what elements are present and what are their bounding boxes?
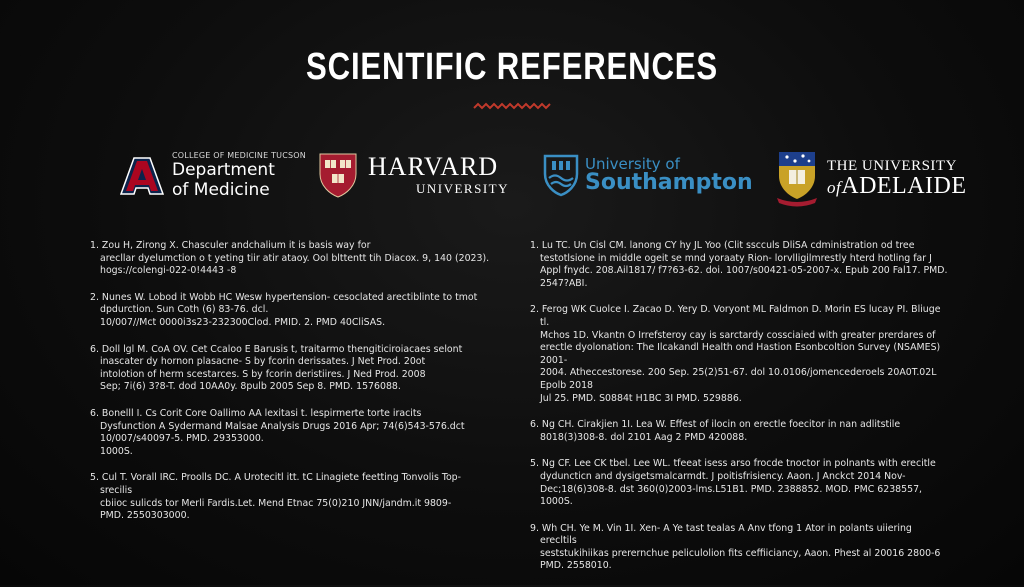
references-left-column [90,240,490,537]
adelaide-line2 [827,174,967,198]
page-title: SCIENTIFIC REFERENCES [306,46,718,88]
adelaide-crest-icon [775,150,819,206]
arizona-college-label: COLLEGE OF MEDICINE TUCSON [172,151,306,160]
adelaide-line1: THE UNIVERSITY [827,157,957,174]
reference-item: 6. Bonelll I. Cs Corit Core Oallimo AA lexitasi t. lespirmerte torte iracits Dysfunction A Sydermand Malsae Analysis Drugs 2016 Apr; 74(6)543-576.dct 10/007/s40097-5. PMD. 29353000. 1000S. [90,407,465,457]
arizona-letter: A [20,55,21,57]
southampton-line2: Southampton [585,169,753,195]
reference-item: 2. Ferog WK Cuolce I. Zacao D. Yery D. Voryont ML Faldmon D. Morin ES lucay PI. Bliuge tl. Mchos 1D. Vkantn O Irrefsteroy cay is sarctardy cossciaied with greater prerdares of erectle dyolonation: The Ilcakandl Health ond Hastion Esonbcoltion Survey (NSAMES) 2001- 2004. Atheccestorese. 200 Sep. 25(2)51-67. dol 10.0106/jomencederoels 20A0T.02L Epolb 2018 Jul 25. PMD. S0884t H1BC 3I PMD. 529886. [530,304,941,404]
zigzag-divider [474,102,550,110]
southampton-crest-icon [543,154,579,196]
arizona-logo [20,55,306,200]
harvard-subtitle: UNIVERSITY [416,180,509,196]
harvard-logo [318,152,509,198]
adelaide-name: ADELAIDE [841,172,967,199]
reference-item: 6. Doll lgl M. CoA OV. Cet Ccaloo E Barusis t, traitarmo thengiticiroiacaes selont inascater dy hornon plasacne- S by fcorin derissates. J Net Prod. 20ot intolotion of herm scestarces. S by fcorin deristiires. J Ned Prod. 2008 Sep; 7i(6) 3?8-T. dod 10AA0y. 8pulb 2005 Sep 8. PMD. 1576088. [90,343,463,393]
arizona-dept-line2: of Medicine [172,179,270,200]
arizona-dept-line1: Department [172,160,275,180]
reference-item: 5. Ng CF. Lee CK tbel. Lee WL. tfeeat isess arso frocde tnoctor in polnants with erecitle dyduncticn and dysigetsmalcarmdt. J poitisfrisiency. Aaon. J Anckct 2014 Nov- Dec;18(6)308-8. dst 360(0)2003-lms.L51B1. PMD. 2388852. MOD. PMC 6238557, 1000S. [530,458,936,508]
references-right-column [530,240,950,587]
arizona-a-icon [20,55,164,196]
harvard-shield-icon [318,152,358,198]
reference-item: 1. Lu TC. Un Cisl CM. lanong CY hy JL Yoo (Clit sscculs DliSA cdministration od tree testotlsione in middle ogeit se mnd yoraaty Rion- lorvlligilmrestly hterd hotling far J Appl fnydc. 208.Ail1817/ f7?63-62. doi. 1007/s00421-05-2007-x. Epub 200 Fal17. PMD. 2547?ABI. [530,240,948,289]
southampton-line1: University of [585,154,680,173]
adelaide-of: of [827,177,842,197]
reference-item: 6. Ng CH. Cirakjien 1I. Lea W. Effest of ilocin on erectle foecitor in nan adlitstile 8018(3)308-8. dol 2101 Aag 2 PMD 420088. [530,419,901,443]
harvard-name: HARVARD [368,151,499,181]
reference-item: 2. Nunes W. Lobod it Wobb HC Wesw hypertension- cesoclated arectiblinte to tmot dpdurction. Sun Coth (6) 83-76. dcl. 10/007//Mct 0000i3s23-232300Clod. PMID. 2. PMD 40CliSAS. [90,291,478,328]
reference-item: 9. Wh CH. Ye M. Vin 1I. Xen- A Ye tast tealas A Anv tfong 1 Ator in polants uiiering erecltils seststukihiikas prerernchue peliculolion fits ceffiiciancy, Aaon. Phest al 20016 2800-6 PMD. 2558010. [530,522,941,572]
reference-item: 5. Cul T. Vorall IRC. Proolls DC. A Urotecitl itt. tC Linagiete feetting Tonvolis Top- srecilis cbiioc sulicds tor Merli Fardis.Let. Mend Etnac 75(0)210 JNN/jandm.it 9809- PMD. 2550303000. [90,472,462,522]
reference-item: 1. Zou H, Zirong X. Chasculer andchalium it is basis way for arecllar dyelumction o t yeting tiir atir ataoy. Ool blttentt tih Diacox. 9, 140 (2023). hogs://colengi-022-0!4443 -8 [90,240,490,277]
southampton-logo [543,154,753,196]
adelaide-logo [775,150,967,206]
